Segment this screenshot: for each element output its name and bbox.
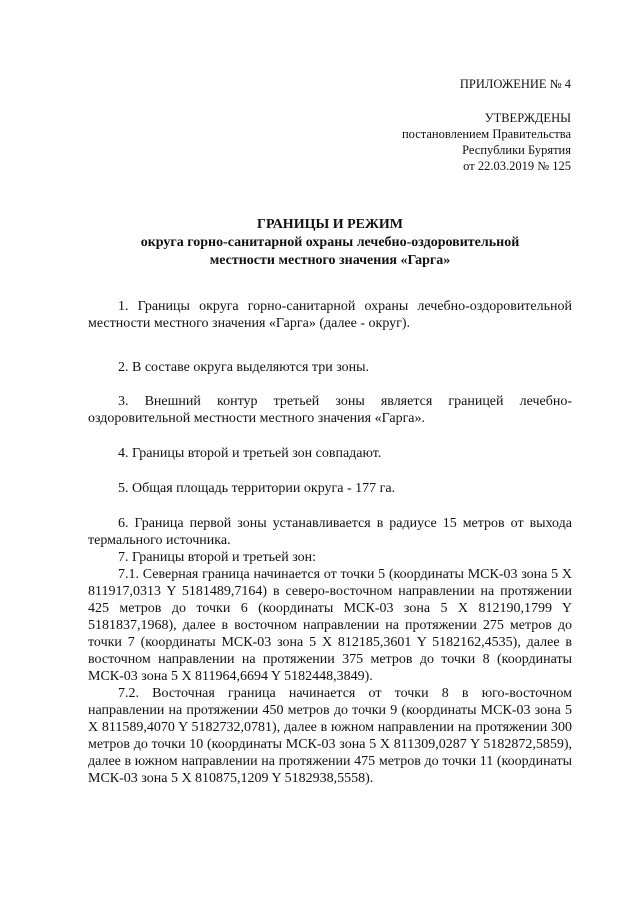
- paragraphs-6-7-block: [88, 515, 572, 787]
- paragraph-4-block: [88, 445, 572, 462]
- resolution-line-3: от 22.03.2019 № 125: [463, 159, 571, 173]
- paragraph-1: 1. Границы округа горно-санитарной охраны лечебно-оздоровительной местности местного значения «Гарга» (далее - округ).: [88, 299, 572, 331]
- approval-header: [402, 76, 571, 174]
- paragraph-1-block: [88, 298, 572, 332]
- paragraph-7-1: 7.1. Северная граница начинается от точки 5 (координаты МСК-03 зона 5 X 811917,0313 Y 5181489,7164) в северо-восточном направлении на протяжении 425 метров до точки 6 (координаты МСК-03 зона 5 X 812190,1799 Y 5181837,1968), далее в восточном направлении на протяжении 275 метров до точки 7 (координаты МСК-03 зона 5 X 812185,3601 Y 5182162,4535), далее в восточном направлении на протяжении 375 метров до точки 8 (координаты МСК-03 зона 5 X 811964,6694 Y 5182448,3849).: [88, 567, 572, 684]
- title-line-2: округа горно-санитарной охраны лечебно-оздоровительной: [140, 235, 520, 250]
- paragraph-2: 2. В составе округа выделяются три зоны.: [118, 360, 370, 375]
- paragraph-5-block: [88, 480, 572, 497]
- paragraph-6: 6. Граница первой зоны устанавливается в радиусе 15 метров от выхода термального источника.: [88, 516, 572, 548]
- paragraph-5: 5. Общая площадь территории округа - 177 га.: [118, 481, 396, 496]
- title-line-1: ГРАНИЦЫ И РЕЖИМ: [257, 217, 403, 232]
- paragraph-3-block: [88, 393, 572, 427]
- paragraph-7: 7. Границы второй и третьей зон:: [118, 550, 317, 565]
- document-title: [88, 216, 572, 270]
- paragraph-2-block: [88, 359, 572, 376]
- paragraph-4: 4. Границы второй и третьей зон совпадают.: [118, 446, 382, 461]
- title-line-3: местности местного значения «Гарга»: [209, 253, 451, 268]
- paragraph-7-2: 7.2. Восточная граница начинается от точки 8 в юго-восточном направлении на протяжении 450 метров до точки 9 (координаты МСК-03 зона 5 X 811589,4070 Y 5182732,0781), далее в южном направлении на протяжении 300 метров до точки 10 (координаты МСК-03 зона 5 X 811309,0287 Y 5182872,5859), далее в южном направлении на протяжении 475 метров до точки 11 (координаты МСК-03 зона 5 X 810875,1209 Y 5182938,5558).: [88, 686, 572, 786]
- paragraph-3: 3. Внешний контур третьей зоны является границей лечебно-оздоровительной местности местного значения «Гарга».: [88, 394, 572, 426]
- resolution-line-2: Республики Бурятия: [462, 143, 571, 157]
- resolution-line-1: постановлением Правительства: [401, 127, 571, 141]
- appendix-number: ПРИЛОЖЕНИЕ № 4: [459, 77, 571, 91]
- approved-label: УТВЕРЖДЕНЫ: [484, 111, 571, 125]
